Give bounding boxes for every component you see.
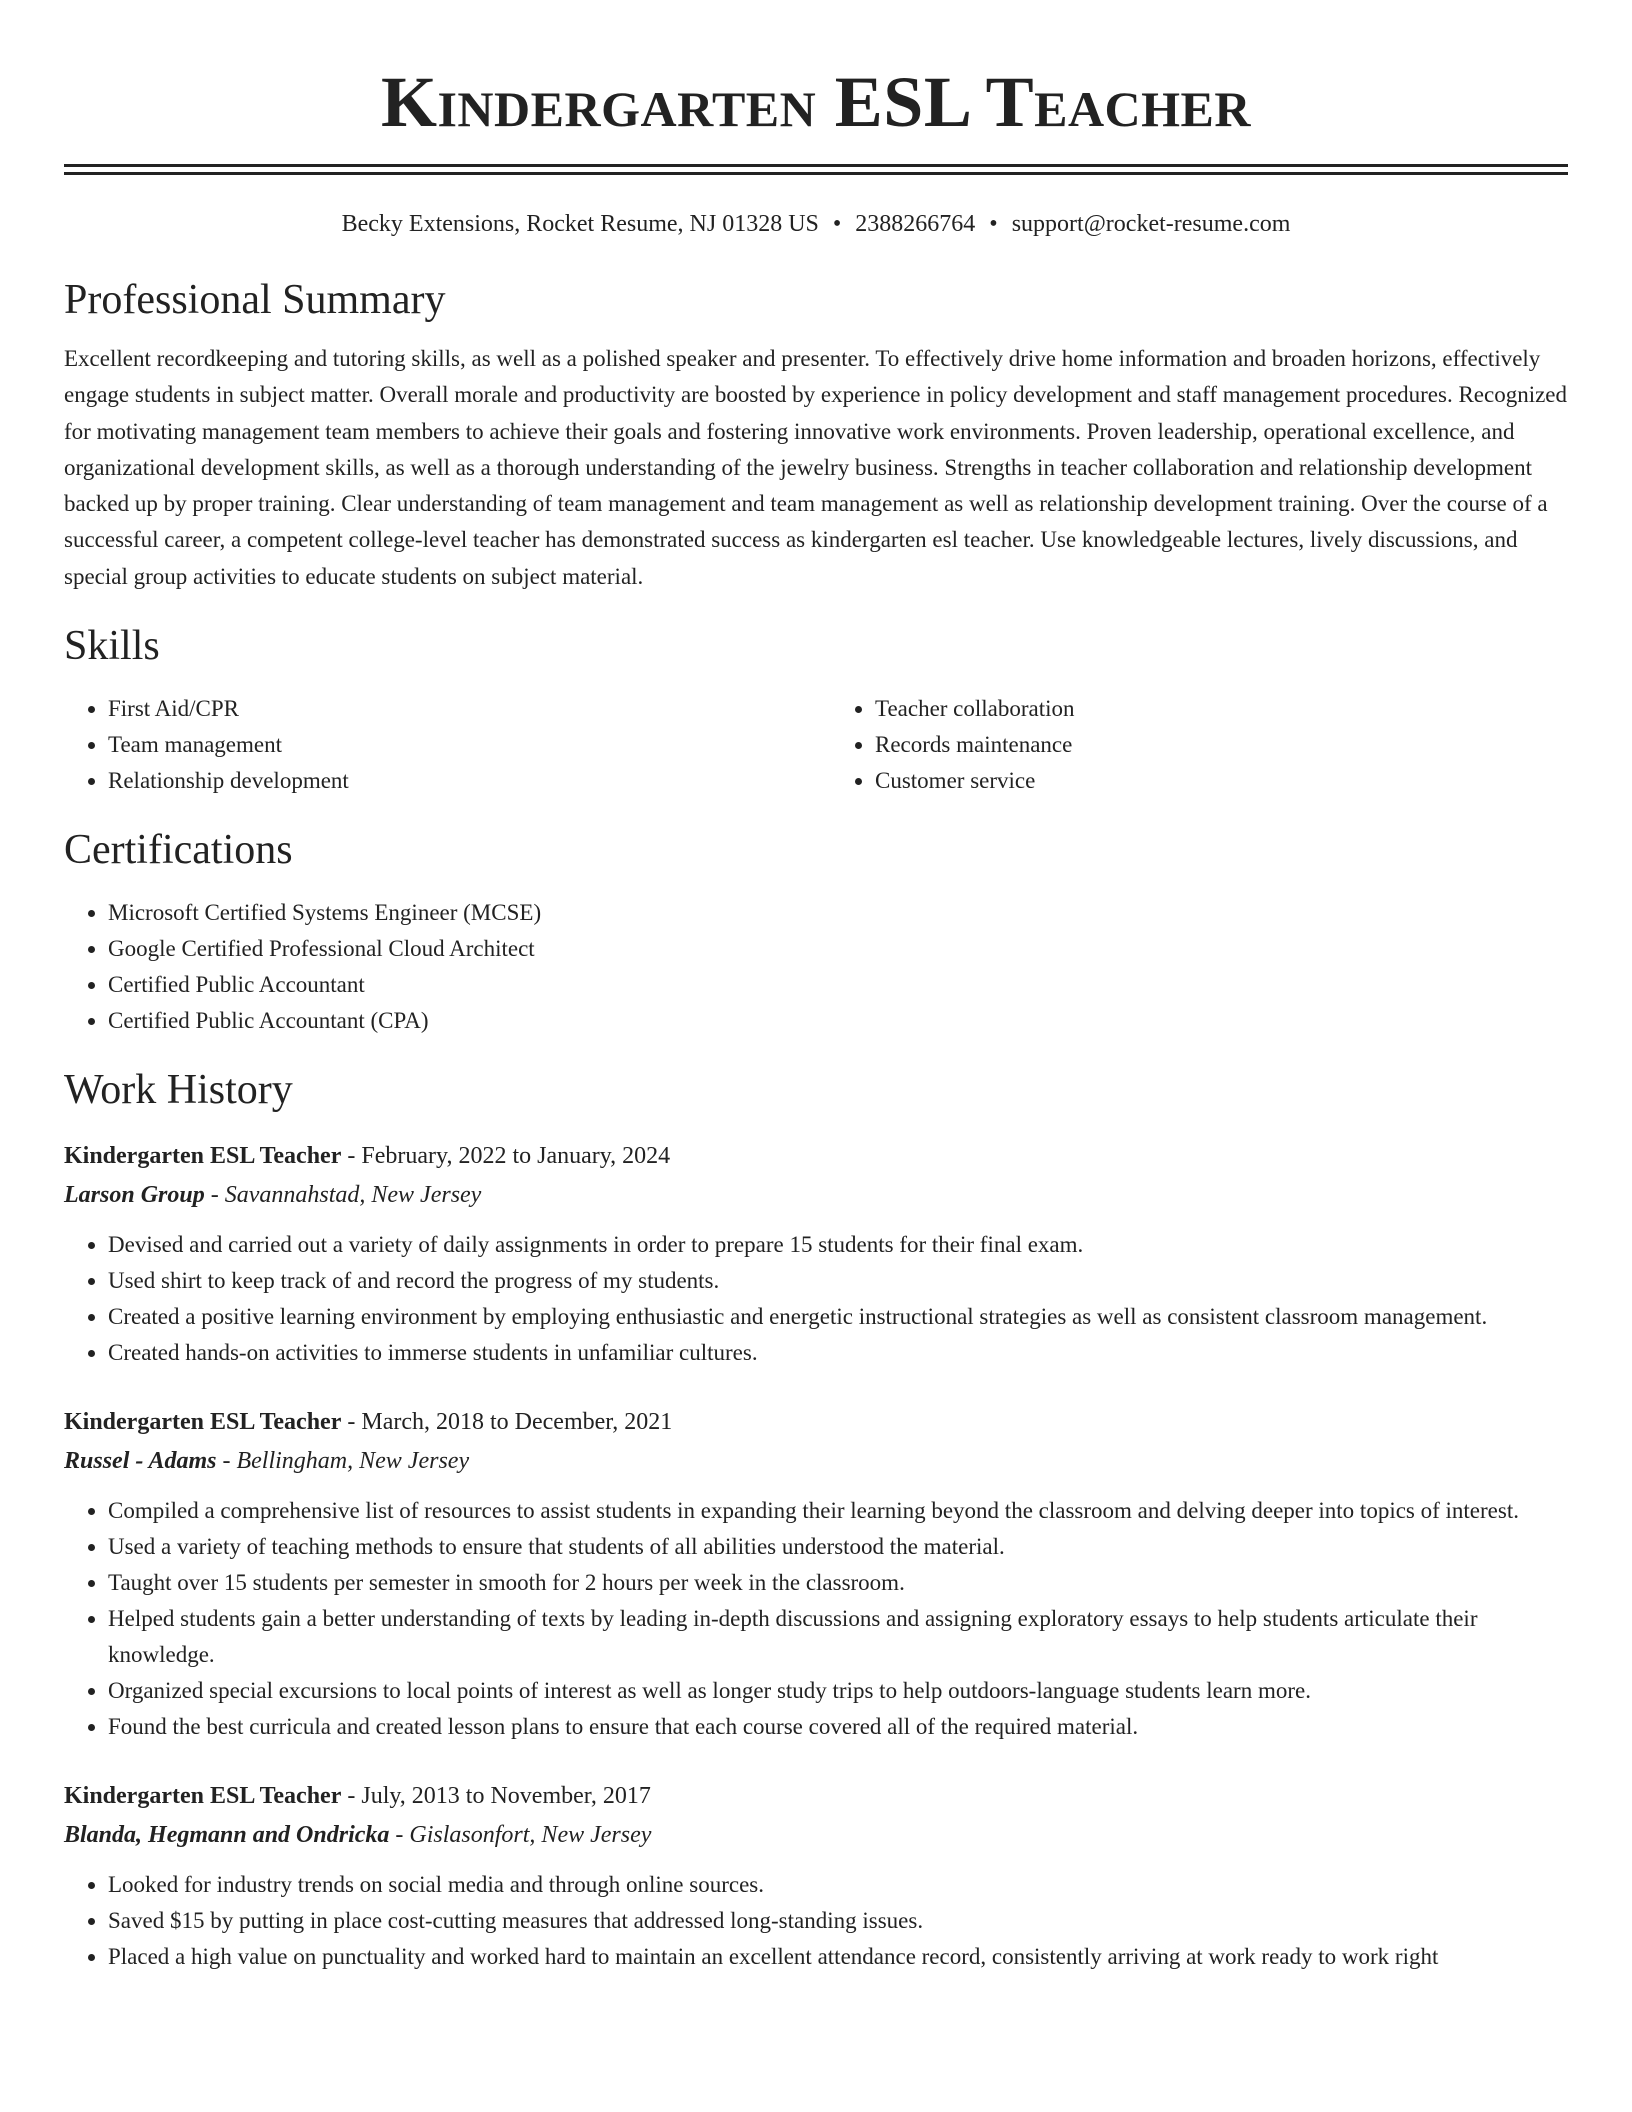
job-title: Kindergarten ESL Teacher — [64, 1143, 342, 1170]
skill-item: • Relationship development — [108, 763, 801, 799]
skill-item: • Team management — [108, 727, 801, 763]
job-location: Bellingham, New Jersey — [236, 1448, 470, 1475]
job-duties-list — [64, 1227, 1568, 1371]
job-duty: • Organized special excursions to local points of interest as well as longer study trips to help outdoors-language students learn more. — [108, 1673, 1568, 1709]
certification-item: • Certified Public Accountant (CPA) — [108, 1003, 1568, 1039]
job-separator: - — [341, 1783, 362, 1810]
job-duty: • Used a variety of teaching methods to ensure that students of all abilities understood the material. — [108, 1529, 1568, 1565]
skill-item: • First Aid/CPR — [108, 691, 801, 727]
job-company: Larson Group — [64, 1182, 205, 1209]
job-title: Kindergarten ESL Teacher — [64, 1783, 342, 1810]
job-header — [64, 1777, 1568, 1815]
certifications-section — [64, 825, 1568, 1039]
header-divider-top — [64, 164, 1568, 167]
job-location: Savannahstad, New Jersey — [224, 1182, 482, 1209]
contact-separator: • — [832, 211, 842, 237]
contact-phone: 2388266764 — [855, 211, 976, 237]
job-employer-line — [64, 1815, 1568, 1855]
job-separator: - — [204, 1182, 225, 1209]
job-duty: • Compiled a comprehensive list of resources to assist students in expanding their learning beyond the classroom and delving deeper into topics of interest. — [108, 1493, 1568, 1529]
summary-heading: Professional Summary — [64, 277, 446, 323]
job-duty: • Looked for industry trends on social media and through online sources. — [108, 1867, 1568, 1903]
contact-email: support@rocket-resume.com — [1011, 211, 1291, 237]
job-separator: - — [341, 1409, 362, 1436]
contact-address: Becky Extensions, Rocket Resume, NJ 01328 US — [341, 211, 819, 237]
certification-item: • Microsoft Certified Systems Engineer (MCSE) — [108, 895, 1568, 931]
skills-section — [64, 621, 1568, 799]
header-divider-bottom — [64, 172, 1568, 175]
job-duties-list — [64, 1867, 1568, 1975]
work-history-section — [64, 1065, 1568, 1975]
contact-separator: • — [989, 211, 998, 237]
job-entry — [64, 1777, 1568, 1975]
job-duty: • Used shirt to keep track of and record the progress of my students. — [108, 1263, 1568, 1299]
work-history-heading: Work History — [64, 1067, 293, 1114]
skill-item: • Records maintenance — [875, 727, 1568, 763]
skills-heading: Skills — [64, 623, 160, 670]
job-entry — [64, 1403, 1568, 1745]
job-entry — [64, 1137, 1568, 1371]
job-company: Blanda, Hegmann and Ondricka — [64, 1822, 390, 1849]
job-header — [64, 1137, 1568, 1175]
contact-line — [64, 209, 1568, 239]
job-duty: • Found the best curricula and created lesson plans to ensure that each course covered all of the required material. — [108, 1709, 1568, 1745]
job-dates: March, 2018 to December, 2021 — [361, 1409, 673, 1436]
job-header — [64, 1403, 1568, 1441]
job-employer-line — [64, 1441, 1568, 1481]
certifications-heading: Certifications — [64, 827, 293, 874]
job-location: Gislasonfort, New Jersey — [409, 1822, 652, 1849]
certification-item: • Google Certified Professional Cloud Architect — [108, 931, 1568, 967]
skill-item: • Customer service — [875, 763, 1568, 799]
skill-item: • Teacher collaboration — [875, 691, 1568, 727]
job-duty: • Taught over 15 students per semester in smooth for 2 hours per week in the classroom. — [108, 1565, 1568, 1601]
job-duty: • Created hands-on activities to immerse students in unfamiliar cultures. — [108, 1335, 1568, 1371]
certifications-list — [64, 895, 1568, 1039]
job-separator: - — [341, 1143, 362, 1170]
job-dates: February, 2022 to January, 2024 — [361, 1143, 671, 1170]
summary-text: Excellent recordkeeping and tutoring skills, as well as a polished speaker and presenter. To effectively drive home information and broaden horizons, effectively engage students in subject matter. Overall morale and productivity are boosted by experience in policy development and staff management procedures. Recognized for motivating management team members to achieve their goals and fostering innovative work environments. Proven leadership, operational excellence, and organizational development skills, as well as a thorough understanding of the jewelry business. Strengths in teacher collaboration and relationship development backed up by proper training. Clear understanding of team management and team management as well as relationship development training. Over the course of a successful career, a competent college-level teacher has demonstrated success as kindergarten esl teacher. Use knowledgeable lectures, lively discussions, and special group activities to educate students on subject material. — [64, 346, 1568, 589]
certification-item: • Certified Public Accountant — [108, 967, 1568, 1003]
job-duty: • Placed a high value on punctuality and worked hard to maintain an excellent attendance record, consistently arriving at work ready to work right — [108, 1939, 1568, 1975]
job-duty: • Created a positive learning environment by employing enthusiastic and energetic instructional strategies as well as consistent classroom management. — [108, 1299, 1568, 1335]
skills-grid — [64, 691, 1568, 799]
job-duty: • Helped students gain a better understanding of texts by leading in-depth discussions and assigning exploratory essays to help students articulate their knowledge. — [108, 1601, 1568, 1673]
candidate-name: Kindergarten ESL Teacher — [380, 62, 1252, 142]
job-separator: - — [389, 1822, 410, 1849]
job-duty: • Saved $15 by putting in place cost-cutting measures that addressed long-standing issues. — [108, 1903, 1568, 1939]
skills-list-right — [831, 691, 1568, 799]
job-dates: July, 2013 to November, 2017 — [361, 1783, 651, 1810]
job-duties-list — [64, 1493, 1568, 1745]
job-title: Kindergarten ESL Teacher — [64, 1409, 342, 1436]
job-employer-line — [64, 1175, 1568, 1215]
summary-section — [64, 275, 1568, 595]
skills-list-left — [64, 691, 801, 799]
job-duty: • Devised and carried out a variety of daily assignments in order to prepare 15 students for their final exam. — [108, 1227, 1568, 1263]
job-company: Russel - Adams — [64, 1448, 217, 1475]
job-separator: - — [216, 1448, 237, 1475]
